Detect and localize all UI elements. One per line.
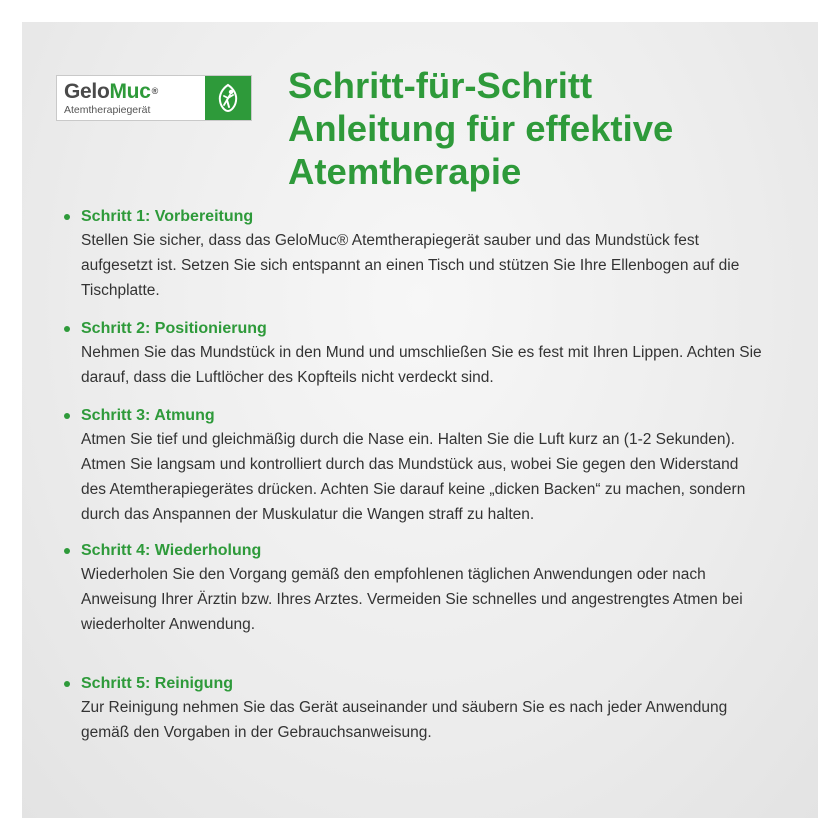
logo-subtitle: Atemtherapiegerät (64, 104, 151, 116)
bullet-dot (64, 413, 70, 419)
steps-list (64, 207, 764, 745)
step-1 (64, 207, 764, 303)
step-5 (64, 674, 764, 745)
step-text: Zur Reinigung nehmen Sie das Gerät auseinander und säubern Sie es nach jeder Anwendung gemäß den Vorgaben in der Gebrauchsanweisung. (81, 699, 728, 741)
step-text: Stellen Sie sicher, dass das GeloMuc® Atemtherapiegerät sauber und das Mundstück fest aufgesetzt ist. Setzen Sie sich entspannt an einen Tisch und stützen Sie Ihre Ellenbogen auf die Tischplatte. (81, 232, 740, 299)
logo-mark (205, 76, 251, 120)
logo-brand-name (64, 81, 205, 103)
step-text: Wiederholen Sie den Vorgang gemäß den empfohlenen täglichen Anwendungen oder nach Anweisung Ihrer Ärztin bzw. Ihres Arztes. Vermeiden Sie schnelles und angestrengtes Atmen bei wiederholter Anwendung. (81, 566, 743, 633)
step-text: Atmen Sie tief und gleichmäßig durch die Nase ein. Halten Sie die Luft kurz an (1-2 Sekunden). Atmen Sie langsam und kontrolliert durch das Mundstück aus, wobei Sie gegen den Widerstand des Atemtherapiegerätes drücken. Achten Sie darauf keine „dicken Backen“ zu machen, sondern durch das Anspannen der Muskulatur die Wangen straff zu halten. (81, 431, 746, 523)
gelomuc-logo (56, 75, 252, 121)
title-line-1: Schritt-für-Schritt (288, 65, 593, 106)
bullet-dot (64, 548, 70, 554)
step-title: Schritt 1: Vorbereitung (81, 208, 254, 225)
step-title: Schritt 2: Positionierung (81, 320, 267, 337)
figure-leaf-icon (214, 83, 242, 113)
registered-mark: ® (151, 86, 158, 96)
bullet-dot (64, 214, 70, 220)
bullet-dot (64, 326, 70, 332)
page-title (288, 64, 798, 193)
logo-text (57, 76, 205, 120)
step-3 (64, 406, 764, 527)
content-card (22, 22, 818, 818)
step-title: Schritt 3: Atmung (81, 407, 215, 424)
bullet-dot (64, 681, 70, 687)
title-line-3: Atemtherapie (288, 151, 522, 192)
logo-name-gelo: Gelo (64, 80, 110, 103)
step-text: Nehmen Sie das Mundstück in den Mund und umschließen Sie es fest mit Ihren Lippen. Achten Sie darauf, dass die Luftlöcher des Kopfteils nicht verdeckt sind. (81, 344, 762, 386)
logo-name-muc: Muc (109, 80, 151, 103)
step-2 (64, 319, 764, 390)
title-line-2: Anleitung für effektive (288, 108, 674, 149)
step-4 (64, 541, 764, 637)
step-title: Schritt 5: Reinigung (81, 675, 233, 692)
step-title: Schritt 4: Wiederholung (81, 542, 262, 559)
